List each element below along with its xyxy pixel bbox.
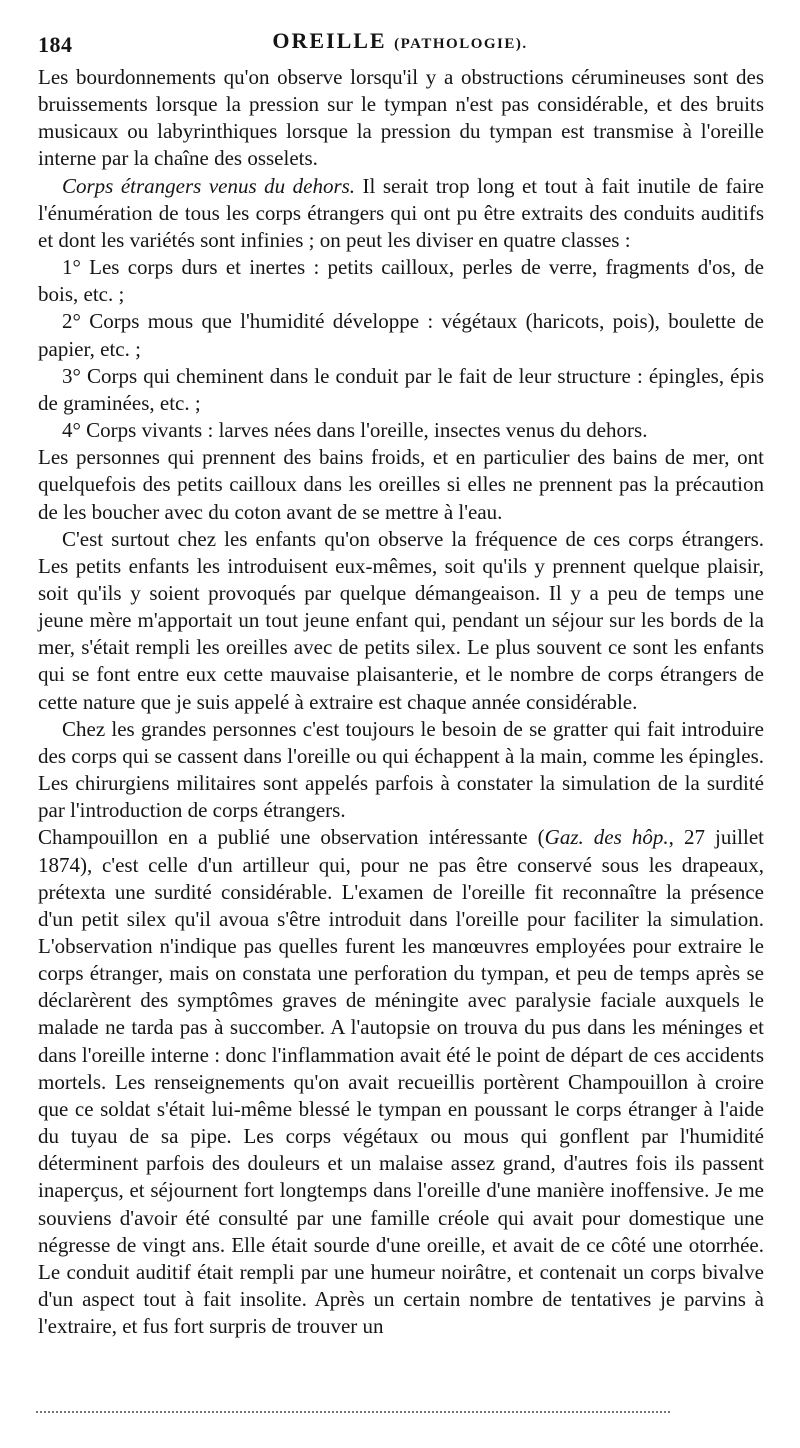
list-item-class-4: 4° Corps vivants : larves nées dans l'oreille, insectes venus du dehors. (62, 418, 648, 443)
list-item-class-2: 2° Corps mous que l'humidité développe : végétaux (haricots, pois), boulette de papier, etc. ; (38, 309, 764, 361)
list-item-class-3: 3° Corps qui cheminent dans le conduit par le fait de leur structure : épingles, épis de graminées, etc. ; (38, 363, 764, 415)
paragraph-text: Il serait trop long et tout à fait inutile de faire l'énumération de tous les corps étrangers qui ont pu être extraits des conduits auditifs et dont les variétés sont infinies ; on peut les diviser en quatre classes : (38, 173, 764, 252)
paragraph-enfants: C'est surtout chez les enfants qu'on observe la fréquence de ces corps étrangers. Les petits enfants les introduisent eux-mêmes, soit qu'ils y prennent quelque plaisir, soit qu'ils y soient provoqués par quelque démangeaison. Il y a peu de temps une jeune mère m'apportait un tout jeune enfant qui, pendant un séjour sur les bords de la mer, s'était rempli les oreilles avec de petits silex. Le plus souvent ce sont les enfants qui se font entre eux cette mauvaise plaisanterie, et le nombre de corps étrangers de cette nature que je suis appelé à extraire est chaque année considérable. (38, 526, 764, 714)
body-text (38, 64, 764, 1340)
paragraph-text-continued: , 27 juillet 1874), c'est celle d'un artilleur qui, pour ne pas être conservé sous les drapeaux, prétexta une surdité considérable. L'examen de l'oreille fit reconnaître la présence d'un petit silex qu'il avoua s'être introduit dans l'oreille pour faciliter la simulation. L'observation n'indique pas quelles furent les manœuvres employées pour extraire le corps étranger, mais on constata une perforation du tympan, et peu de temps après se déclarèrent des symptômes graves de méningite avec paralysie faciale auxquels le malade ne tarda pas à succomber. A l'autopsie on trouva du pus dans les méninges et dans l'oreille interne : donc l'inflammation avait été le point de départ de ces accidents mortels. Les renseignements qu'on avait recueillis portèrent Champouillon à croire que ce soldat s'était lui-même blessé le tympan en poussant le corps étranger à l'aide du tuyau de sa pipe. Les corps végétaux ou mous qui gonflent par l'humidité déterminent parfois des douleurs et un malaise assez grand, d'autres fois ils passent inaperçus, et séjournent fort longtemps dans l'oreille d'une manière inoffensive. Je me souviens d'avoir été consulté par une famille créole qui avait pour domestique une négresse de vingt ans. Elle était sourde d'une oreille, et avait de ce côté une otorrhée. Le conduit auditif était rempli par une humeur noirâtre, et contenait un corps bivalve d'un aspect tout à fait insolite. Après un certain nombre de tentatives je parvins à l'extraire, et fus fort surpris de trouver un (38, 825, 764, 1339)
running-title (38, 28, 762, 54)
footer-rule (36, 1411, 670, 1413)
list-item-class-1: 1° Les corps durs et inertes : petits cailloux, perles de verre, fragments d'os, de bois, etc. ; (38, 255, 764, 307)
paragraph-bains: Les personnes qui prennent des bains froids, et en particulier des bains de mer, ont quelquefois des petits cailloux dans les oreilles si elles ne prennent pas la précaution de les boucher avec du coton avant de se mettre à l'eau. (38, 445, 764, 524)
paragraph-corps-etrangers (38, 173, 764, 254)
paragraph-text: Champouillon en a publié une observation intéressante ( (38, 825, 545, 850)
citation: Gaz. des hôp. (544, 825, 669, 850)
running-header (38, 28, 762, 58)
paragraph-grandes-personnes: Chez les grandes personnes c'est toujours le besoin de se gratter qui fait introduire des corps qui se cassent dans l'oreille ou qui échappent à la main, comme les épingles. Les chirurgiens militaires sont appelés parfois à constater la simulation de la surdité par l'introduction de corps étrangers. (38, 716, 764, 823)
paragraph-bourdonnements: Les bourdonnements qu'on observe lorsqu'il y a obstructions cérumineuses sont des bruissements lorsque la pression sur le tympan n'est pas considérable, et des bruits musicaux ou labyrinthiques lorsque la pression du tympan est transmise à l'oreille interne par la chaîne des osselets. (38, 65, 764, 171)
running-title-subtitle: (PATHOLOGIE). (394, 36, 528, 52)
section-heading-corps-etrangers: Corps étrangers venus du dehors. (62, 173, 356, 198)
page-number: 184 (38, 32, 73, 57)
running-title-main: OREILLE (272, 28, 387, 53)
paragraph-champouillon (38, 824, 764, 1340)
